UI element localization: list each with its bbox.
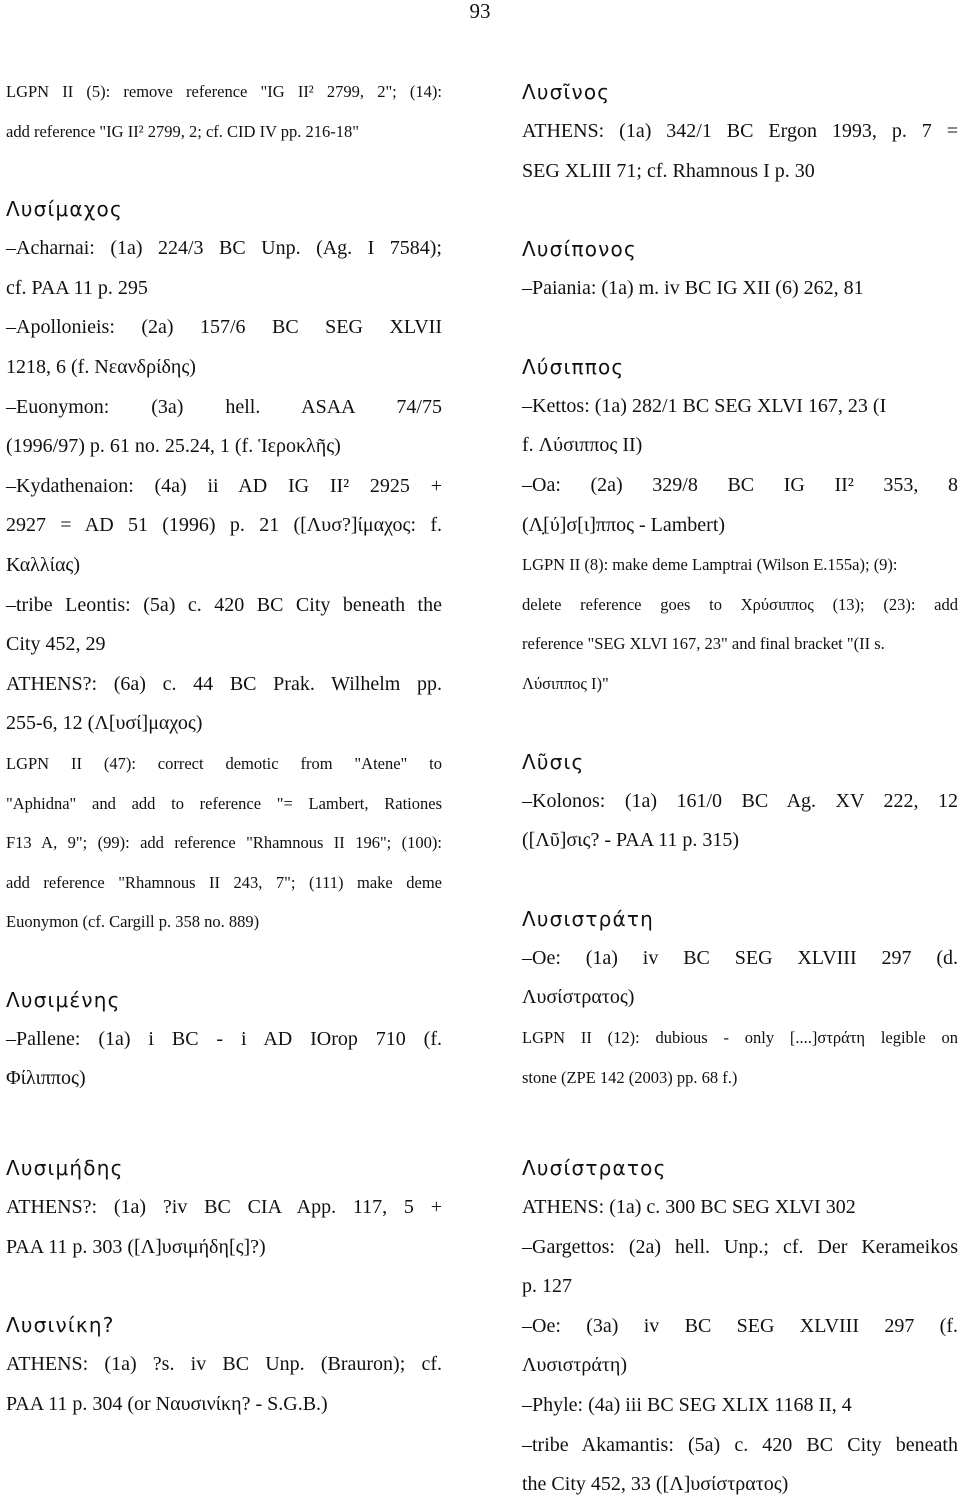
lemma-heading: Λυσῖνος <box>522 80 611 104</box>
entry-line: –Apollonieis: (2a) 157/6 BC SEG XLVII <box>6 316 442 339</box>
lemma-heading: Λυσίπονος <box>522 237 637 262</box>
note-line: add reference "IG II² 2799, 2; cf. CID IV pp. 216-18" <box>6 121 360 141</box>
right-column <box>522 72 958 1097</box>
entry-line: Φίλιππος) <box>6 1067 86 1090</box>
lemma-heading: Λυσιμήδης <box>6 1156 124 1180</box>
entry-line: PAA 11 p. 304 (or Ναυσινίκη? - S.G.B.) <box>6 1392 328 1415</box>
entry-line: –tribe Leontis: (5a) c. 420 BC City beneath the <box>6 593 442 616</box>
note-line: LGPN II (47): correct demotic from "Atene" to <box>6 753 442 773</box>
note-line: LGPN II (8): make deme Lamptrai (Wilson E.155a); (9): <box>522 555 898 575</box>
entry-line: –Phyle: (4a) iii BC SEG XLIX 1168 II, 4 <box>522 1393 852 1416</box>
page-number: 93 <box>469 0 491 23</box>
entry-line: (Λ̣[ύ]σ[ι]ππος - Lambert) <box>522 513 726 536</box>
entry-lysis <box>522 742 958 861</box>
right-column-bottom <box>522 1148 958 1505</box>
entry-line: –Pallene: (1a) i BC - i AD IOrop 710 (f. <box>6 1027 442 1050</box>
entry-lysinos <box>522 72 958 191</box>
entry-lysistrate <box>522 899 958 1097</box>
entry-lysimachos <box>6 189 442 942</box>
entry-line: –Acharnai: (1a) 224/3 BC Unp. (Ag. I 7584); <box>6 237 442 260</box>
entry-line: p. 127 <box>522 1275 572 1298</box>
note-line: "Aphidna" and add to reference "= Lambert, Rationes <box>6 793 442 813</box>
note-line: delete reference goes to Χρύσιππος (13); (23): add <box>522 594 958 614</box>
entry-line: 255-6, 12 (Λ[υσί]μαχος) <box>6 712 203 735</box>
entry-line: –Oe: (3a) iv BC SEG XLVIII 297 (f. <box>522 1314 958 1337</box>
entry-line: 2927 = AD 51 (1996) p. 21 ([Λυσ?]ίμαχος: f. <box>6 514 442 537</box>
entry-line: the City 452, 33 ([Λ]υσίστρατος) <box>522 1473 789 1496</box>
lemma-heading: Λυσιμένης <box>6 987 121 1012</box>
entry-line: ATHENS?: (1a) ?iv BC CIA App. 117, 5 + <box>6 1196 442 1218</box>
entry-line: Λυσιστράτη) <box>522 1354 627 1377</box>
entry-line: –Kydathenaion: (4a) ii AD IG II² 2925 + <box>6 474 442 497</box>
note-line: reference "SEG XLVI 167, 23" and final bracket "(II s. <box>522 634 885 654</box>
entry-lysimedes <box>6 1148 442 1267</box>
entry-line: –Paiania: (1a) m. iv BC IG XII (6) 262, 81 <box>522 277 864 300</box>
note-line: F13 A, 9"; (99): add reference "Rhamnous II 196"; (100): <box>6 833 442 853</box>
left-column-bottom <box>6 1148 442 1424</box>
note-line: add reference "Rhamnous II 243, 7"; (111) make deme <box>6 872 442 892</box>
entry-line: –Kettos: (1a) 282/1 BC SEG XLVI 167, 23 (I <box>522 394 887 417</box>
lemma-heading: Λυσίμαχος <box>6 197 123 222</box>
entry-line: –Gargettos: (2a) hell. Unp.; cf. Der Kerameikos <box>522 1235 958 1258</box>
entry-line: ([Λῦ]σις? - PAA 11 p. 315) <box>522 829 739 852</box>
note-line: LGPN II (12): dubious - only [....]στράτη legible on <box>522 1027 958 1047</box>
note-line: Λύσιππος I)" <box>522 673 609 693</box>
note-line: Euonymon (cf. Cargill p. 358 no. 889) <box>6 912 260 932</box>
lemma-heading: Λύσιππος <box>522 354 625 379</box>
left-column <box>6 72 442 1099</box>
entry-line: Καλλίας) <box>6 553 81 576</box>
entry-line: ATHENS: (1a) ?s. iv BC Unp. (Brauron); cf. <box>6 1353 442 1376</box>
lemma-heading: Λυσίστρατος <box>522 1156 667 1180</box>
entry-line: SEG XLIII 71; cf. Rhamnous I p. 30 <box>522 159 815 182</box>
entry-line: –Kolonos: (1a) 161/0 BC Ag. XV 222, 12 <box>522 789 958 812</box>
entry-line: f. Λύσιππος II) <box>522 434 643 457</box>
entry-line: PAA 11 p. 303 ([Λ]υσιμήδη[ς]?) <box>6 1235 266 1258</box>
entry-line: –tribe Akamantis: (5a) c. 420 BC City beneath <box>522 1433 958 1456</box>
entry-lysiponos <box>522 229 958 309</box>
entry-line: (1996/97) p. 61 no. 25.24, 1 (f. Ἱεροκλῆς) <box>6 435 341 458</box>
note-line: LGPN II (5): remove reference "IG II² 2799, 2"; (14): <box>6 82 442 101</box>
entry-lysimenes <box>6 980 442 1099</box>
entry-line: 1218, 6 (f. Νεανδρίδης) <box>6 355 196 378</box>
lemma-heading: Λυσιστράτη <box>522 906 655 931</box>
entry-lysippos <box>522 347 958 704</box>
entry-line: –Oe: (1a) iv BC SEG XLVIII 297 (d. <box>522 946 958 969</box>
entry-line: ATHENS?: (6a) c. 44 BC Prak. Wilhelm pp. <box>6 672 442 695</box>
entry-lysistratos <box>522 1148 958 1505</box>
note-line: stone (ZPE 142 (2003) pp. 68 f.) <box>522 1067 738 1087</box>
entry-line: ATHENS: (1a) c. 300 BC SEG XLVI 302 <box>522 1196 856 1218</box>
lgpn-intro-note <box>6 72 442 151</box>
entry-line: Λυσίστρατος) <box>522 986 635 1009</box>
lemma-heading: Λυσινίκη? <box>6 1313 115 1338</box>
entry-lysinike <box>6 1305 442 1424</box>
entry-line: ATHENS: (1a) 342/1 BC Ergon 1993, p. 7 = <box>522 120 958 142</box>
entry-line: –Oa: (2a) 329/8 BC IG II² 353, 8 <box>522 473 958 496</box>
entry-line: City 452, 29 <box>6 633 106 656</box>
lemma-heading: Λῦσις <box>522 749 585 774</box>
entry-line: –Euonymon: (3a) hell. ASAA 74/75 <box>6 395 442 418</box>
entry-line: cf. PAA 11 p. 295 <box>6 276 148 299</box>
